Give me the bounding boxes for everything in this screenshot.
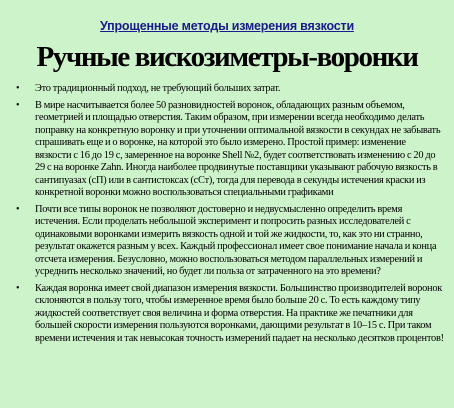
list-item <box>16 100 444 200</box>
bullet-icon: • <box>16 282 20 294</box>
bullet-icon: • <box>16 203 20 215</box>
list-item <box>16 204 444 279</box>
bullet-icon: • <box>16 99 20 111</box>
list-item-text: Каждая воронка имеет свой диапазон измерения вязкости. Большинство производителей воронок склоняются в пользу того, чтобы измеренное время было больше 20 с. То есть каждому типу жидкостей соответствует своя величина и форма отверстия. На практике же печатники для большей скорости измерения пользуются воронками, дающими результат в 10–15 с. При таком времени истечения и так невысокая точность измерений падает на несколько десятков процентов! <box>35 282 444 344</box>
list-item <box>16 83 444 96</box>
list-item-text: В мире насчитывается более 50 разновидностей воронок, обладающих разным объемом, геометрией и площадью отверстия. Таким образом, при измерении всегда необходимо делать поправку на конкретную воронку и при уточнении оптимальной вязкости в секундах не забывать спрашивать еще и о воронке, на которой это было измерено. Простой пример: изменение вязкости с 16 до 19 с, замеренное на воронке Shell №2, будет соответствовать изменению с 20 до 29 с на воронке Zahn. Иногда наиболее продвинутые поставщики указывают рабочую вязкость в сантипуазах (сП) или в сантистоксах (сСт), тогда для перевода в секунды истечения краски из конкретной воронки можно воспользоваться специальными графиками <box>35 99 441 198</box>
list-item <box>16 283 444 346</box>
slide-title: Ручные вискозиметры-воронки <box>36 41 418 73</box>
list-item-text: Почти все типы воронок не позволяют достоверно и недвусмысленно определить время истечения. Если проделать небольшой эксперимент и попросить разных исследователей с одинаковыми воронками измерить вязкость одной и той же жидкости, то, как это ни странно, результат окажется разным у всех. Каждый профессионал имеет свое понимание начала и конца отсчета измерения. Безусловно, можно воспользоваться методом параллельных измерений и усреднить несколько значений, но будет ли польза от затраченного на это времени? <box>35 203 437 277</box>
header-link[interactable]: Упрощенные методы измерения вязкости <box>100 19 354 33</box>
list-item-text: Это традиционный подход, не требующий больших затрат. <box>35 83 281 94</box>
bullet-list <box>16 83 444 349</box>
bullet-icon: • <box>16 83 20 94</box>
